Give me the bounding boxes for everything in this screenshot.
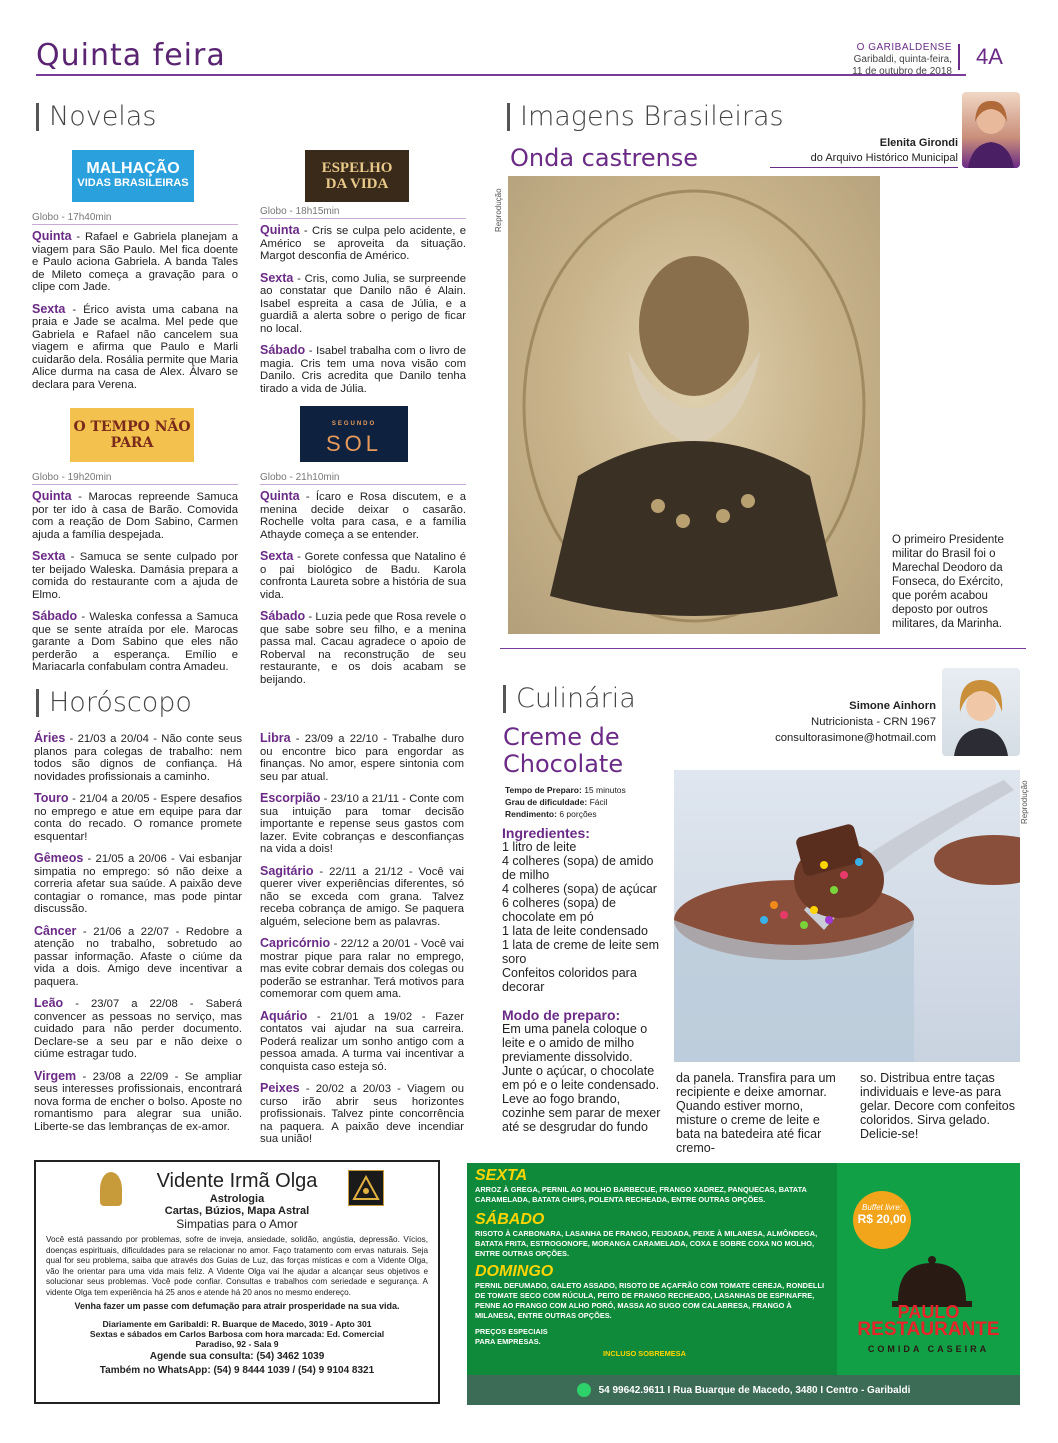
ad-subtitle: Astrologia — [209, 1193, 265, 1205]
paper-name: O GARIBALDENSE — [856, 42, 952, 53]
menu-day: DOMINGO — [475, 1263, 554, 1280]
ingredient: 1 litro de leite — [502, 840, 577, 854]
culinaria-byline — [740, 698, 936, 746]
ad-title: Vidente Irmã Olga — [156, 1170, 318, 1192]
cloche-icon — [892, 1253, 972, 1309]
ad-services: Cartas, Búzios, Mapa Astral — [164, 1205, 310, 1217]
saint-icon — [100, 1172, 122, 1206]
ad-cta: Venha fazer um passe com defumação para atrair prosperidade na sua vida. — [74, 1300, 400, 1311]
novelas-title: Novelas — [36, 103, 156, 131]
ad-body: Você está passando por problemas, sofre de inveja, ansiedade, solidão, angústia, depressão. Vícios, doenças espirituais, dificuldades para se relacionar no amor. Faço tratamento com ervas naturais. Seja qual for seu problema, saiba que através dos Guias de Luz, das forças místicas e com a Vidente Olga, vão lhe orientar para uma vida mais feliz. A Vidente Olga vai lhe ajudar a alcançar seus objetivos e solucionar seus problemas. Você pode confiar. Consultas e trabalhos com seriedade e segurança. A vidente Olga tem experiência há 25 anos e atende há 20 anos no mesmo endereço. — [46, 1235, 428, 1297]
chocolate-photo — [674, 770, 1020, 1062]
tempo-logo: O TEMPO NÃO PARA — [70, 408, 194, 462]
recipe-meta: Tempo de Preparo: 15 minutos Grau de dificuldade: Fácil Rendimento: 6 porções — [505, 785, 626, 819]
ingredients-list: Ingredientes: 1 litro de leite 4 colheres (sopa) de amido de milho 4 colheres (sopa) de açúcar 6 colheres (sopa) de chocolate em pó 1 lata de leite condensado 1 lata de creme de leite sem soro Confeitos coloridos para decorar — [502, 826, 666, 994]
paper-place: Garibaldi, quinta-feira, — [853, 54, 952, 65]
sign-entry: Touro - 21/04 a 20/05 - Espere desafios no emprego e atue em equipe para dar conta do recado. O romance promete esquentar! — [34, 791, 242, 843]
novela-entry: Quinta - Ícaro e Rosa discutem, e a menina decide deixar o casarão. Rochelle volta para casa, e a família Athayde começa a se entender. — [260, 489, 466, 541]
sol-logo: SEGUNDO SOL — [300, 406, 408, 462]
author-role: do Arquivo Histórico Municipal — [810, 152, 958, 164]
header-separator — [958, 44, 960, 70]
show-slot: Globo - 18h15min — [260, 206, 466, 219]
show-slot: Globo - 21h10min — [260, 472, 466, 485]
brand-panel — [837, 1163, 1020, 1375]
eye-triangle-icon — [348, 1170, 384, 1206]
author-email: consultorasimone@hotmail.com — [775, 732, 936, 744]
ad-whatsapp: Também no WhatsApp: (54) 9 8444 1039 / (54) 9 9104 8321 — [99, 1364, 375, 1376]
imagens-caption: O primeiro Presidente militar do Brasil foi o Marechal Deodoro da Fonseca, do Exército, que porém acabou deposto por outros militares, da Marinha. — [892, 534, 1004, 630]
novela-entry: Sexta - Cris, como Julia, se surpreende ao constatar que Danilo não é Alain. Isabel espreita a casa de Júlia, e a guardiã a alerta sobre o perigo de ficar no local. — [260, 270, 466, 335]
author-photo — [962, 92, 1020, 168]
novela-entry: Sábado - Waleska confessa a Samuca que se sente atraída por ele. Marocas garante a Dom Sabino que eles não perderão a esperança. Emílio e Mariacarla confabulam contra Amadeu. — [32, 609, 238, 673]
imagens-title: Imagens Brasileiras — [507, 103, 784, 131]
novela-entry: Quinta - Marocas repreende Samuca por ter ido à casa de Barão. Comovida com a reação de Dom Sabino, Carmen ajuda a família despejada. — [32, 489, 238, 541]
restaurant-footer: 54 99642.9611 I Rua Buarque de Macedo, 3480 I Centro - Garibaldi — [467, 1375, 1020, 1405]
menu-items: ARROZ À GREGA, PERNIL AO MOLHO BARBECUE, FRANGO XADREZ, PANQUECAS, BATATA CARAMELADA, BATATA CHIPS, POLENTA RECHEADA, ENTRE OUTRAS OPÇÕES. — [475, 1185, 807, 1204]
included-dessert: INCLUSO SOBREMESA — [603, 1349, 686, 1358]
sign-entry: Capricórnio - 22/12 a 20/01 - Você vai mostrar pique para ralar no emprego, mas evite cobrar demais dos colegas ou poderão se estranhar. Terá motivos para comemorar com quem ama. — [260, 936, 464, 1000]
sign-entry: Sagitário - 22/11 a 21/12 - Você vai querer viver experiências diferentes, só não se exceda com grana. Talvez receba cobrança de amigo. Se paquera alguém, selecione bem as palavras. — [260, 863, 464, 928]
photo-credit: Reprodução — [1020, 780, 1029, 824]
ingredient: Confeitos coloridos para decorar — [502, 966, 637, 994]
culinaria-title: Culinária — [503, 685, 636, 713]
horoscope-col-2 — [260, 732, 464, 1155]
sign-entry: Libra - 23/09 a 22/10 - Trabalhe duro ou encontre bico para engordar as finanças. No amor, espere sintonia com seu par atual. — [260, 731, 464, 783]
novela-entry: Quinta - Rafael e Gabriela planejam a viagem para São Paulo. Mel fica doente e Paulo aciona Gabriela. A banda Tales de Mileto começa a gravação para o clipe com Jade. — [32, 229, 238, 293]
sign-entry: Leão - 23/07 a 22/08 - Saberá convencer as pessoas no serviço, mas cuidado para não perder documento. Declare-se a seu par e não deixe o ciúme estragar tudo. — [34, 996, 242, 1060]
brand-name: PAULO RESTAURANTE COMIDA CASEIRA — [857, 1302, 1000, 1354]
paper-date: 11 de outubro de 2018 — [852, 66, 952, 77]
author-role: Nutricionista - CRN 1967 — [811, 716, 936, 728]
novela-entry: Sábado - Isabel trabalha com o livro de magia. Cris tem uma nova visão com Danilo. Cris acredita que Danilo tenha tirado a vida de Júlia. — [260, 343, 466, 395]
author-photo — [942, 668, 1020, 756]
ad-services2: Simpatias para o Amor — [176, 1217, 298, 1231]
section-divider — [500, 648, 1026, 649]
imagens-subtitle: Onda castrense — [510, 144, 699, 172]
novela-entry: Quinta - Cris se culpa pelo acidente, e Américo se aproveita da situação. Margot desconfia de Américo. — [260, 223, 466, 262]
show-slot: Globo - 17h40min — [32, 212, 238, 225]
ingredient: 6 colheres (sopa) de chocolate em pó — [502, 896, 616, 924]
show-slot: Globo - 19h20min — [32, 472, 238, 485]
prep-col-1: Modo de preparo: Em uma panela coloque o leite e o amido de milho previamente dissolvido. Junte o açúcar, o chocolate em pó e o leite condensado. Leve ao fogo brando, cozinhe sem parar de mexer até se desgrudar do fundo — [502, 1007, 661, 1134]
prep-col-3: so. Distribua entre taças individuais e leve-as para gelar. Decore com confeitos coloridos. Sirva gelado. Delicie-se! — [860, 1071, 1015, 1141]
author-name: Simone Ainhorn — [849, 700, 936, 712]
ad-restaurante — [467, 1163, 1020, 1375]
paper-info — [820, 42, 952, 78]
ingredient: 4 colheres (sopa) de amido de milho — [502, 854, 654, 882]
novela-entry: Sábado - Luzia pede que Rosa revele o que sabe sobre seu filho, e a menina passa mal. Cacau agradece o apoio de Roberval na reconstrução de seu restaurante, e os dois acabam se beijando. — [260, 609, 466, 686]
byline-rule — [770, 167, 958, 168]
menu-day: SEXTA — [475, 1167, 528, 1184]
sign-entry: Escorpião - 23/10 a 21/11 - Conte com sua intuição para tomar decisão importante e repense seus gastos com lazer. Evite cobranças e desconfianças na vida a dois! — [260, 791, 464, 855]
horoscope-col-1 — [34, 732, 242, 1142]
special-prices: PREÇOS ESPECIAIS — [475, 1327, 548, 1336]
sign-entry: Peixes - 20/02 a 20/03 - Viagem ou curso irão abrir seus horizontes profissionais. Talvez pinte concorrência na paquera. A paixão deve incendiar sua união! — [260, 1081, 464, 1145]
novela-entry: Sexta - Samuca se sente culpado por ter beijado Waleska. Damásia prepara a comida do restaurante com a ajuda de Elmo. — [32, 549, 238, 601]
deodoro-photo — [508, 176, 880, 634]
whatsapp-icon — [577, 1383, 591, 1397]
menu-items: PERNIL DEFUMADO, GALETO ASSADO, RISOTO DE AÇAFRÃO COM TOMATE CEREJA, RONDELLI DE TOMATE SECO COM RÚCULA, PEITO DE FRANGO RECHEADO, LASANHAS DE ESPINAFRE, PENNE AO FRANGO COM ALHO PORÓ, MASSA AO SUGO COM CALABRESA, FRANGO À MILANESA, ENTRE OUTRAS OPÇÕES. — [475, 1281, 825, 1320]
sign-entry: Aquário - 21/01 a 19/02 - Fazer contatos vai ajudar na sua carreira. Poderá realizar um sonho antigo com a pessoa amada. A turma vai incentivar a conquista caso esteja só. — [260, 1008, 464, 1073]
buffet-badge: Buffet livre: R$ 20,00 — [853, 1191, 911, 1249]
special-companies: PARA EMPRESAS. — [475, 1337, 541, 1346]
sign-entry: Virgem - 23/08 a 22/09 - Se ampliar seus interesses profissionais, encontrará nova forma de encher o bolso. Aposte no romantismo para alegrar sua união. Liberte-se das lembranças de ex-amor. — [34, 1068, 242, 1133]
menu-day: SÁBADO — [475, 1211, 545, 1228]
sign-entry: Câncer - 21/06 a 22/07 - Redobre a atenção no trabalho, sobretudo ao passar informação. Afaste o ciúme da vida a dois. Amigo deve incentivar a paquera. — [34, 923, 242, 988]
recipe-title: Creme de Chocolate — [503, 723, 624, 778]
prep-col-2: da panela. Transfira para um recipiente e deixe amornar. Quando estiver morno, misture o creme de leite e bata na batedeira até ficar cremo- — [676, 1071, 836, 1155]
imagens-byline — [760, 136, 958, 166]
menu-items: RISOTO À CARBONARA, LASANHA DE FRANGO, FEIJOADA, PEIXE À MILANESA, ALMÔNDEGA, BATATA FRITA, ESTROGONOFE, MORANGA CARAMELADA, COXA E SOBRE COXA NO MOLHO, ENTRE OUTRAS OPÇÕES. — [475, 1229, 818, 1258]
ingredient: 4 colheres (sopa) de açúcar — [502, 882, 657, 896]
photo-credit: Reprodução — [494, 188, 503, 232]
page-day-title: Quinta feira — [36, 38, 226, 73]
ad-phone: Agende sua consulta: (54) 3462 1039 — [149, 1350, 325, 1362]
sign-entry: Gêmeos - 21/05 a 20/06 - Vai esbanjar simpatia no emprego: só não deixe a correria afetar sua saúde. A paixão deve contagiar o romance, mas pode pintar discussão. — [34, 851, 242, 915]
novela-entry: Sexta - Gorete confessa que Natalino é o pai biológico de Badu. Karola confronta Laureta sobre a história de sua vida. — [260, 549, 466, 601]
ingredient: 1 lata de leite condensado — [502, 924, 648, 938]
malhacao-logo: MALHAÇÃO VIDAS BRASILEIRAS — [72, 150, 194, 202]
ad-address-1: Diariamente em Garibaldi: R. Buarque de Macedo, 3019 - Apto 301 — [102, 1318, 372, 1329]
ad-vidente — [34, 1160, 440, 1404]
espelho-logo: ESPELHO DA VIDA — [305, 150, 409, 202]
horoscopo-title: Horóscopo — [36, 689, 192, 717]
ad-address-2: Sextas e sábados em Carlos Barbosa com hora marcada: Ed. Comercial Paradiso, 92 - Sala 9 — [89, 1328, 385, 1349]
ingredient: 1 lata de creme de leite sem soro — [502, 938, 660, 966]
page-number: 4A — [976, 44, 1003, 69]
novela-entry: Sexta - Érico avista uma cabana na praia e Jade se acalma. Mel pede que Gabriela e Rafael não cancelem sua viagem e afirma que Paulo e Marli cuidarão dela. Rosália permite que Maria Alice durma na casa de Alex. Álvaro se declara para Verena. — [32, 301, 238, 391]
author-name: Elenita Girondi — [879, 137, 958, 149]
sign-entry: Áries - 21/03 a 20/04 - Não conte seus planos para colegas de trabalho: nem todos são dignos de confiança. Há novidades profissionais a caminho. — [34, 731, 242, 783]
